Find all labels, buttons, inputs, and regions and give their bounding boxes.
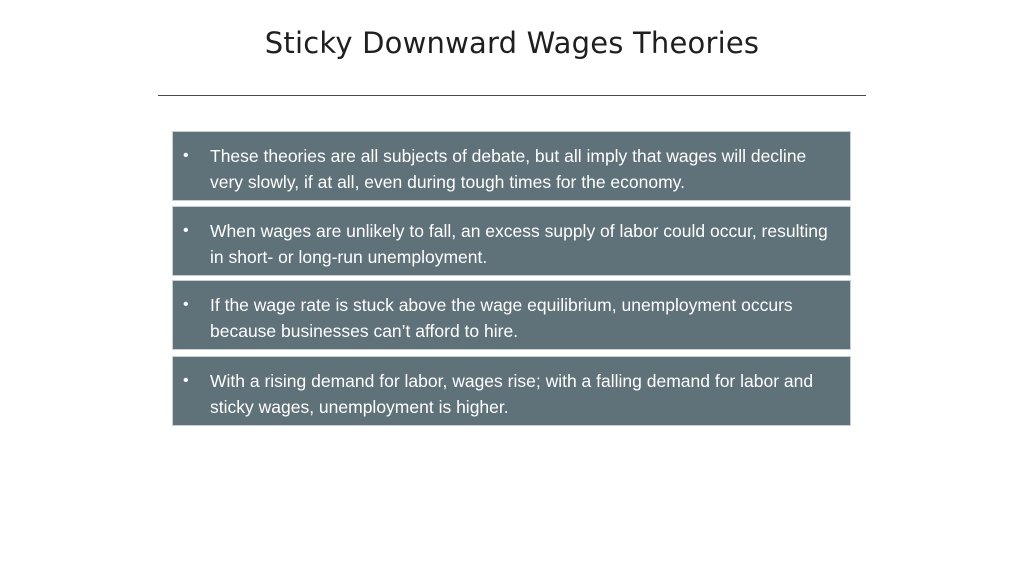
bullet-text: These theories are all subjects of debate, but all imply that wages will decline very slowly, if at all, even during tough times for the economy. [210, 146, 807, 192]
bullet-text: If the wage rate is stuck above the wage equilibrium, unemployment occurs because businesses can’t afford to hire. [210, 295, 793, 341]
bullet-marker: • [183, 372, 189, 389]
bullet-marker: • [183, 222, 189, 239]
title-divider [158, 95, 866, 96]
bullet-box [173, 207, 850, 275]
bullet-marker: • [183, 296, 189, 313]
slide-title: Sticky Downward Wages Theories [264, 26, 760, 60]
bullet-box [173, 132, 850, 200]
bullet-box [173, 357, 850, 425]
bullet-text: When wages are unlikely to fall, an excess supply of labor could occur, resulting in short- or long-run unemployment. [210, 221, 828, 267]
bullet-text: With a rising demand for labor, wages rise; with a falling demand for labor and sticky wages, unemployment is higher. [210, 371, 814, 417]
bullet-box [173, 281, 850, 349]
bullet-marker: • [183, 147, 189, 164]
